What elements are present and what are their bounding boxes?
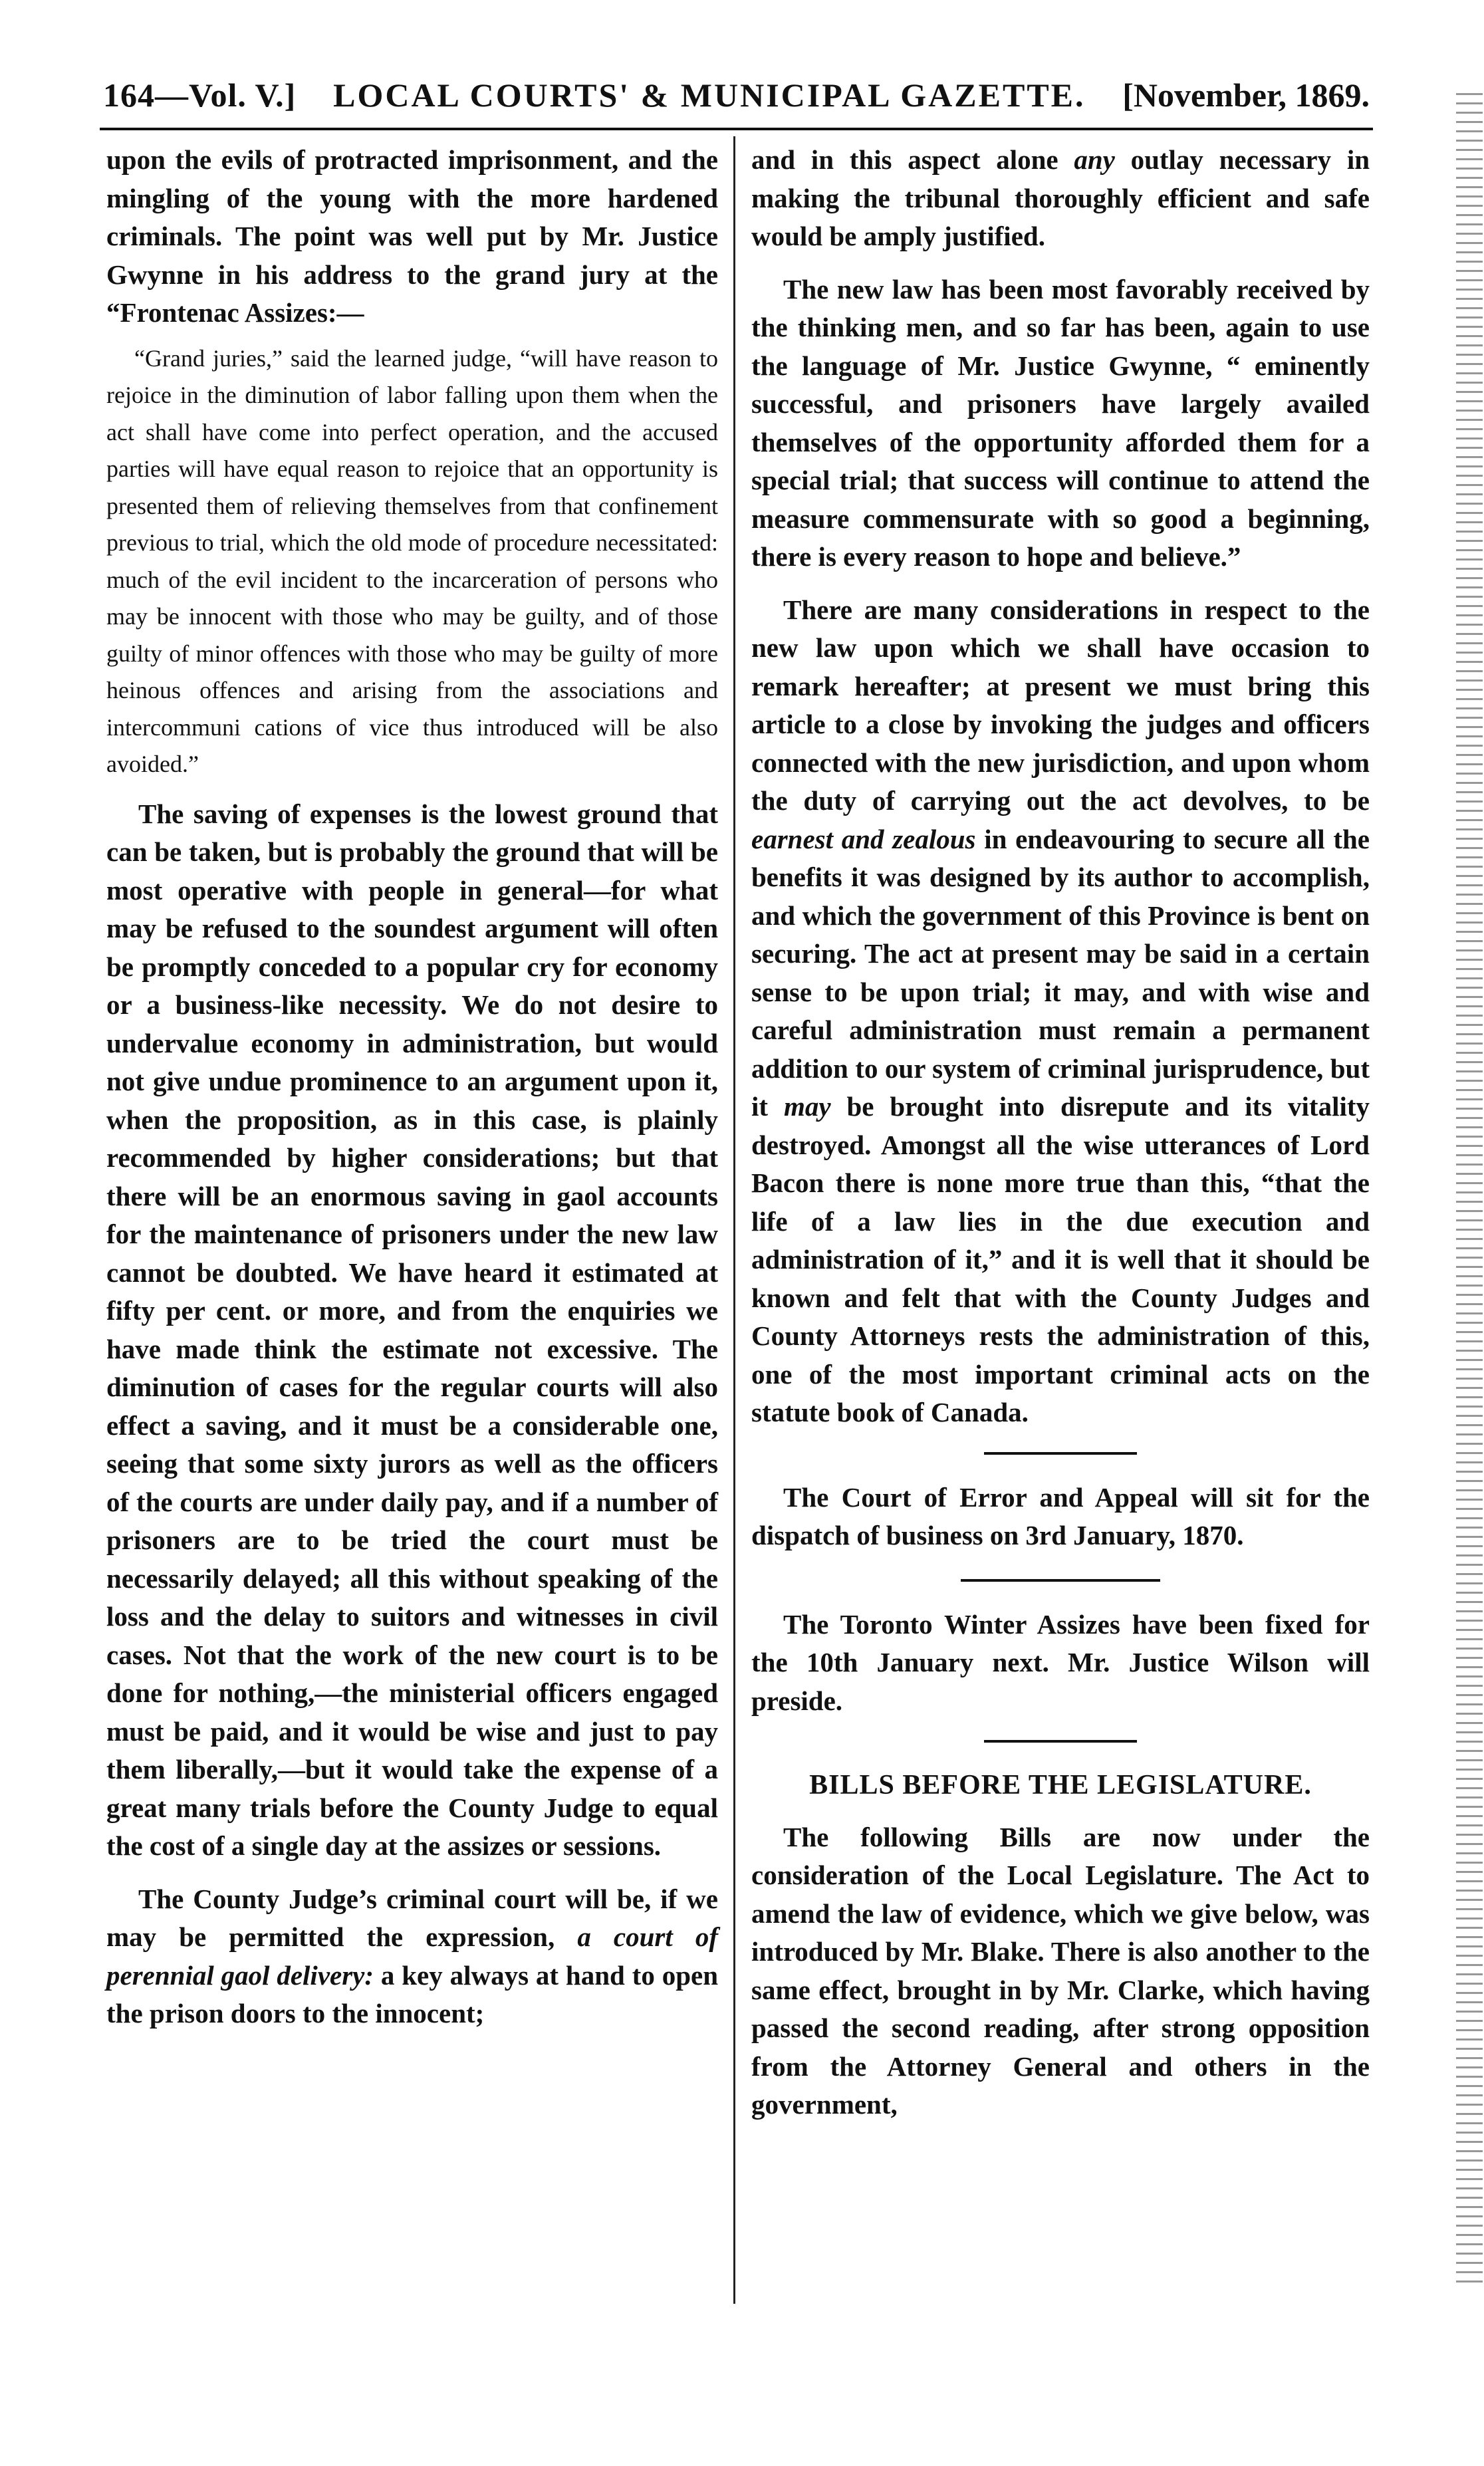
rp3-part-a: There are many considerations in respect to the new law upon which we shall have occasion to remark hereafter; at present we must bring this article to a close by invoking the judges and officers connected with the new jurisdiction, and upon whom the duty of carrying out the act devolves, to be (751, 594, 1370, 816)
right-paragraph-3 (751, 591, 1370, 1432)
rp3-part-c: be brought into disrepute and its vitality destroyed. Amongst all the wise utterances of Lord Bacon there is none more true than this, “that the life of a law lies in the due execution and administration of it,” and it is well that it should be known and felt that with the County Judges and County Attorneys rests the administration of this, one of the most important criminal acts on the statute book of Canada. (751, 1091, 1370, 1427)
rp1-end: outlay necessary in making the tribunal thoroughly efficient and safe would be amply justified. (751, 144, 1370, 251)
rp3-italic-2: may (783, 1091, 831, 1122)
right-paragraph-1 (751, 141, 1370, 256)
judge-quotation: “Grand juries,” said the learned judge, “will have reason to rejoice in the diminution of labor falling upon them when the act shall have come into perfect operation, and the accused parties will have equal reason to rejoice that an opportunity is presented them of relieving themselves from that confinement previous to trial, which the old mode of procedure necessitated: much of the evil incident to the incarceration of persons who may be innocent with those who may be guilty, and of those guilty of minor offences with those who may be guilty of more heinous offences and arising from the associations and intercommuni cations of vice thus introduced will be also avoided.” (106, 344, 718, 777)
column-divider (733, 136, 735, 2304)
right-column (751, 141, 1370, 2124)
rp1-italic: any (1074, 144, 1115, 175)
left-column (106, 141, 718, 2033)
left-paragraph-2: The saving of expenses is the lowest ground that can be taken, but is probably the ground that will be most operative with people in general—for what may be refused to the soundest argument will often be promptly conceded to a popular cry for economy or a business-like necessity. We do not desire to undervalue economy in administration, but would not give undue prominence to an argument upon it, when the proposition, as in this case, is plainly recommended by higher considerations; but that there will be an enormous saving in gaol accounts for the maintenance of prisoners under the new law cannot be doubted. We have heard it estimated at fifty per cent. or more, and from the enquiries we have made think the estimate not excessive. The diminution of cases for the regular courts will also effect a saving, and it must be a considerable one, seeing that some sixty jurors as well as the officers of the courts are under daily pay, and if a number of prisoners are to be tried the court must be necessarily delayed; all this without speaking of the loss and the delay to suitors and witnesses in civil cases. Not that the work of the new court is to be done for nothing,—the ministerial officers engaged must be paid, and it would be wise and just to pay them liberally,—but it would take the expense of a great many trials before the County Judge to equal the cost of a single day at the assizes or sessions. (106, 798, 718, 1861)
notice-court-of-appeal: The Court of Error and Appeal will sit for the dispatch of business on 3rd January, 1870. (751, 1481, 1370, 1550)
p3-text-start: The County Judge’s criminal court will be, if we may be permitted the expression, (106, 1883, 718, 1952)
notice-toronto-assizes: The Toronto Winter Assizes have been fixed for the 10th January next. Mr. Justice Wilson will preside. (751, 1608, 1370, 1716)
rp3-part-b: in endeavouring to secure all the benefits it was designed by its author to accomplish, and which the government of this Province is bent on securing. The act at present may be said in a certain sense to be upon trial; it may, and with wise and careful administration must remain a permanent addition to our system of criminal jurisprudence, but it (751, 823, 1370, 1122)
left-paragraph-1: upon the evils of protracted imprisonment, and the mingling of the young with the more hardened criminals. The point was well put by Mr. Justice Gwynne in his address to the grand jury at the “Frontenac Assizes:— (106, 144, 718, 328)
header-rule (100, 128, 1373, 130)
bills-heading: BILLS BEFORE THE LEGISLATURE. (809, 1770, 1312, 1800)
rp3-italic-1: earnest and zealous (751, 823, 976, 854)
publication-title: LOCAL COURTS' & MUNICIPAL GAZETTE. (333, 76, 1086, 114)
rp1-start: and in this aspect alone (751, 144, 1058, 175)
section-divider-1 (984, 1452, 1137, 1455)
p3-text-end: a key always at hand to open the prison doors to the innocent; (106, 1959, 718, 2029)
section-divider-2 (961, 1579, 1160, 1582)
p3-italic-phrase: a court of perennial gaol delivery: (106, 1921, 719, 1991)
page-edge-shadow (1456, 93, 1483, 2287)
left-paragraph-3 (106, 1880, 718, 2033)
issue-date: [November, 1869. (1122, 76, 1370, 114)
page-header (103, 61, 1370, 114)
right-paragraph-4: The following Bills are now under the consideration of the Local Legislature. The Act to amend the law of evidence, which we give below, was introduced by Mr. Blake. There is also another to the same effect, brought in by Mr. Clarke, which having passed the second reading, after strong opposition from the Attorney General and others in the government, (751, 1821, 1370, 2120)
right-paragraph-2: The new law has been most favorably received by the thinking men, and so far has been, again to use the language of Mr. Justice Gwynne, “ eminently successful, and prisoners have largely availed themselves of the opportunity afforded them for a special trial; that success will continue to attend the measure commensurate with so good a beginning, there is every reason to hope and believe.” (751, 273, 1370, 572)
page-reference: 164—Vol. V.] (103, 76, 297, 114)
section-divider-3 (984, 1740, 1137, 1743)
